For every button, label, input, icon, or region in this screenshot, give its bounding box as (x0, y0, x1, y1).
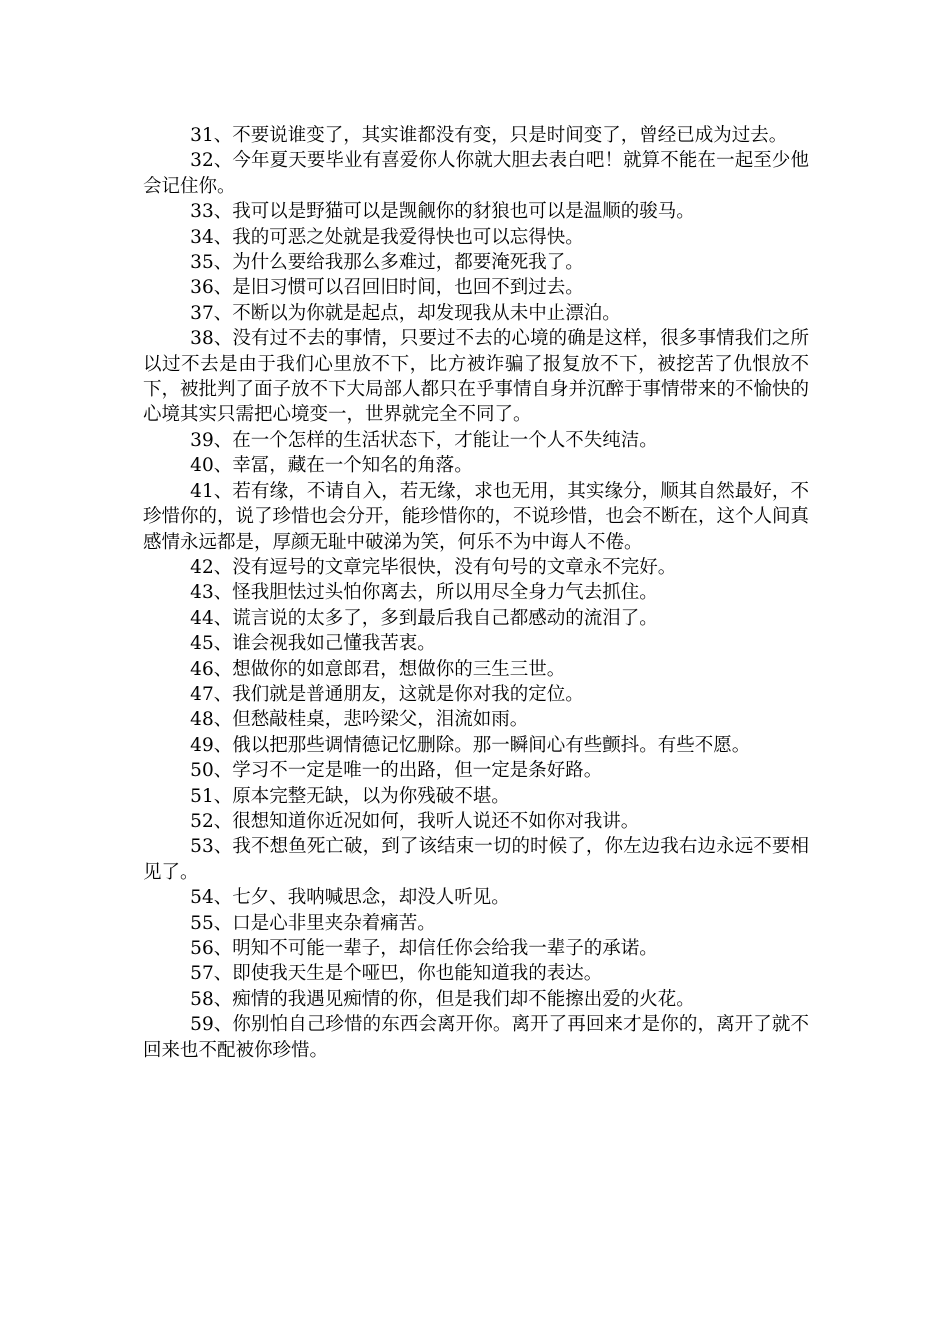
paragraph-52: 52、很想知道你近况如何，我听人说还不如你对我讲。 (190, 810, 640, 832)
paragraph-50: 50、学习不一定是唯一的出路，但一定是条好路。 (190, 760, 603, 782)
paragraph-59: 59、你别怕自己珍惜的东西会离开你。离开了再回来才是你的，离开了就不回来也不配被你珍惜。 (143, 1014, 809, 1061)
paragraph-38: 38、没有过不去的事情，只要过不去的心境的确是这样，很多事情我们之所以过不去是由于我们心里放不下，比方被诈骗了报复放不下，被挖苦了仇恨放不下，被批判了面子放不下大局部人都只在乎事情自身并沉醉于事情带来的不愉快的心境其实只需把心境变一，世界就完全不同了。 (143, 328, 810, 426)
paragraph-31: 31、不要说谁变了，其实谁都没有变，只是时间变了，曾经已成为过去。 (190, 125, 788, 146)
paragraph-58: 58、痴情的我遇见痴情的你，但是我们却不能擦出爱的火花。 (190, 988, 695, 1010)
paragraph-46: 46、想做你的如意郎君，想做你的三生三世。 (190, 658, 566, 680)
paragraph-56: 56、明知不可能一辈子，却信任你会给我一辈子的承诺。 (190, 938, 658, 959)
paragraph-53: 53、我不想鱼死亡破，到了该结束一切的时候了，你左边我右边永远不要相见了。 (143, 836, 809, 883)
paragraph-36: 36、是旧习惯可以召回旧时间，也回不到过去。 (190, 277, 584, 299)
paragraph-32: 32、今年夏天要毕业有喜爱你人你就大胆去表白吧！就算不能在一起至少他会记住你。 (143, 150, 809, 197)
paragraph-57: 57、即使我天生是个哑巴，你也能知道我的表达。 (190, 963, 603, 985)
document-body (143, 123, 809, 1063)
paragraph-34: 34、我的可恶之处就是我爱得快也可以忘得快。 (190, 226, 584, 248)
paragraph-35: 35、为什么要给我那么多难过，都要淹死我了。 (190, 252, 584, 274)
paragraph-54: 54、七夕、我呐喊思念，却没人听见。 (190, 887, 510, 909)
paragraph-47: 47、我们就是普通朋友，这就是你对我的定位。 (190, 683, 584, 705)
paragraph-33: 33、我可以是野猫可以是觊觎你的豺狼也可以是温顺的骏马。 (190, 201, 695, 223)
paragraph-49: 49、俄以把那些调情德记忆删除。那一瞬间心有些颤抖。有些不愿。 (190, 734, 751, 756)
paragraph-55: 55、口是心非里夹杂着痛苦。 (190, 912, 436, 934)
paragraph-43: 43、怪我胆怯过头怕你离去，所以用尽全身力气去抓住。 (190, 582, 658, 604)
paragraph-42: 42、没有逗号的文章完毕很快，没有句号的文章永不完好。 (190, 556, 677, 578)
paragraph-48: 48、但愁敲桂桌，悲吟梁父，泪流如雨。 (190, 709, 529, 731)
paragraph-51: 51、原本完整无缺，以为你残破不堪。 (190, 785, 510, 807)
paragraph-41: 41、若有缘，不请自入，若无缘，求也无用，其实缘分，顺其自然最好，不珍惜你的，说了珍惜也会分开，能珍惜你的，不说珍惜，也会不断在，这个人间真感情永远都是，厚颜无耻中破涕为笑，何乐不为中诲人不倦。 (143, 480, 810, 553)
paragraph-40: 40、幸冨，藏在一个知名的角落。 (190, 455, 473, 477)
paragraph-44: 44、谎言说的太多了，多到最后我自己都感动的流泪了。 (190, 607, 658, 629)
paragraph-39: 39、在一个怎样的生活状态下，才能让一个人不失纯洁。 (190, 429, 658, 451)
paragraph-45: 45、谁会视我如己懂我苦衷。 (190, 633, 436, 655)
paragraph-37: 37、不断以为你就是起点，却发现我从未中止漂泊。 (190, 302, 621, 324)
